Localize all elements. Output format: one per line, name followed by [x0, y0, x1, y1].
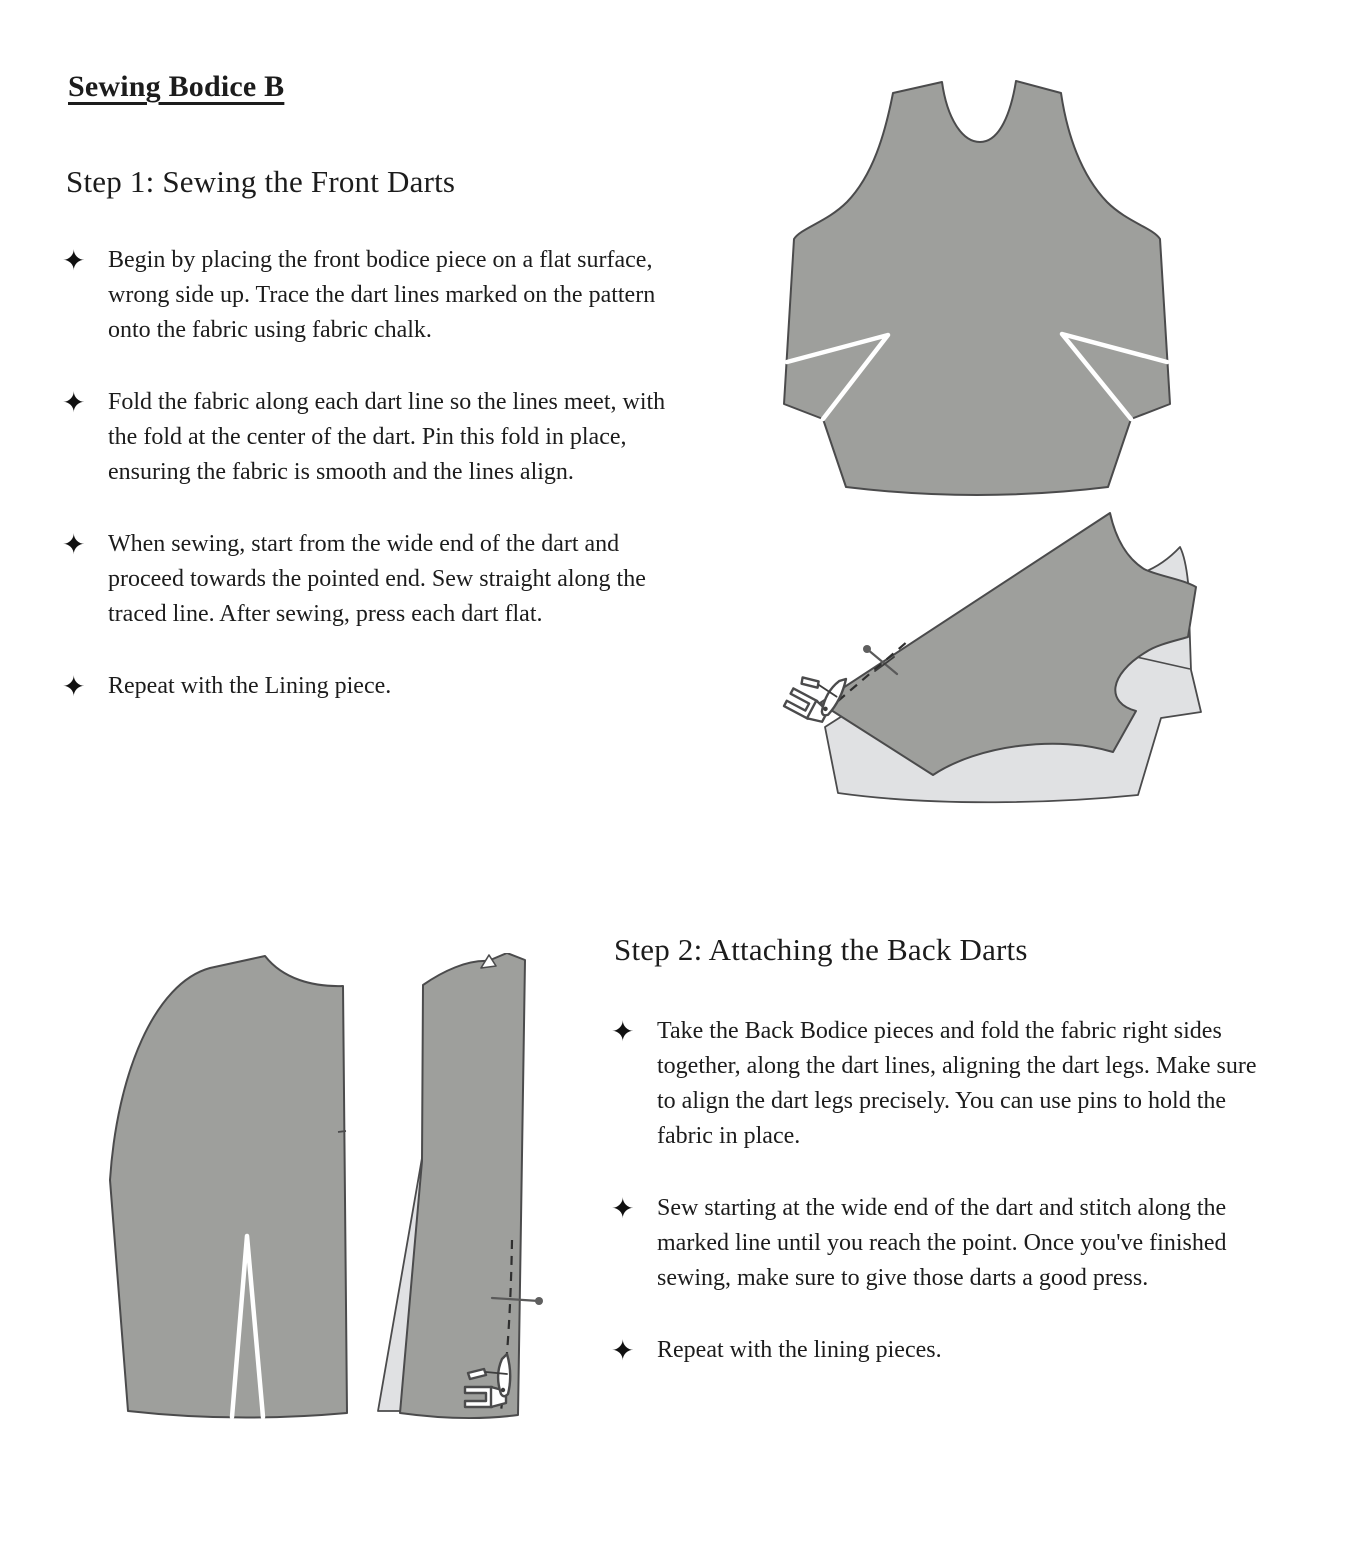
front-bodice-illustration — [750, 80, 1210, 510]
list-item — [62, 527, 667, 632]
sparkle-bullet-icon: ✦ — [611, 1015, 635, 1048]
instruction-text: Repeat with the lining pieces. — [657, 1337, 942, 1363]
pin-head — [863, 645, 871, 653]
list-item — [611, 1191, 1276, 1296]
pin-head — [535, 1297, 543, 1305]
sparkle-bullet-icon: ✦ — [611, 1334, 635, 1367]
sparkle-bullet-icon: ✦ — [62, 528, 86, 561]
list-item — [62, 669, 667, 704]
instruction-text: Fold the fabric along each dart line so the lines meet, with the fold at the center of the dart. Pin this fold in place, ensuring the fabric is smooth and the lines align. — [108, 389, 666, 485]
sparkle-bullet-icon: ✦ — [62, 244, 86, 277]
instruction-text: Repeat with the Lining piece. — [108, 673, 392, 699]
step1-heading: Step 1: Sewing the Front Darts — [66, 164, 456, 199]
back-bodice-illustration — [95, 953, 555, 1463]
front-bodice-shape — [784, 81, 1170, 495]
step2-heading: Step 2: Attaching the Back Darts — [614, 932, 1028, 967]
step2-instruction-list — [611, 1014, 1276, 1368]
page-title: Sewing Bodice B — [68, 70, 285, 103]
dart-sewing-illustration — [758, 505, 1338, 805]
back-bodice-flat-piece — [110, 956, 347, 1418]
list-item — [611, 1014, 1276, 1154]
instruction-text: Sew starting at the wide end of the dart and stitch along the marked line until you reach the point. Once you've finished sewing, make sure to give those darts a good press. — [657, 1195, 1227, 1291]
instruction-text: When sewing, start from the wide end of the dart and proceed towards the pointed end. Sew straight along the traced line. After sewing, press each dart flat. — [108, 531, 646, 627]
list-item — [62, 243, 667, 348]
notch-mark — [338, 1131, 346, 1132]
instruction-text: Begin by placing the front bodice piece on a flat surface, wrong side up. Trace the dart lines marked on the pattern onto the fabric using fabric chalk. — [108, 247, 656, 343]
list-item — [611, 1333, 1276, 1368]
sparkle-bullet-icon: ✦ — [611, 1192, 635, 1225]
instruction-text: Take the Back Bodice pieces and fold the fabric right sides together, along the dart lines, aligning the dart legs. Make sure to align the dart legs precisely. You can use pins to hold the fabric in place. — [657, 1018, 1257, 1149]
step1-instruction-list — [62, 243, 667, 704]
sparkle-bullet-icon: ✦ — [62, 386, 86, 419]
sparkle-bullet-icon: ✦ — [62, 670, 86, 703]
list-item — [62, 385, 667, 490]
